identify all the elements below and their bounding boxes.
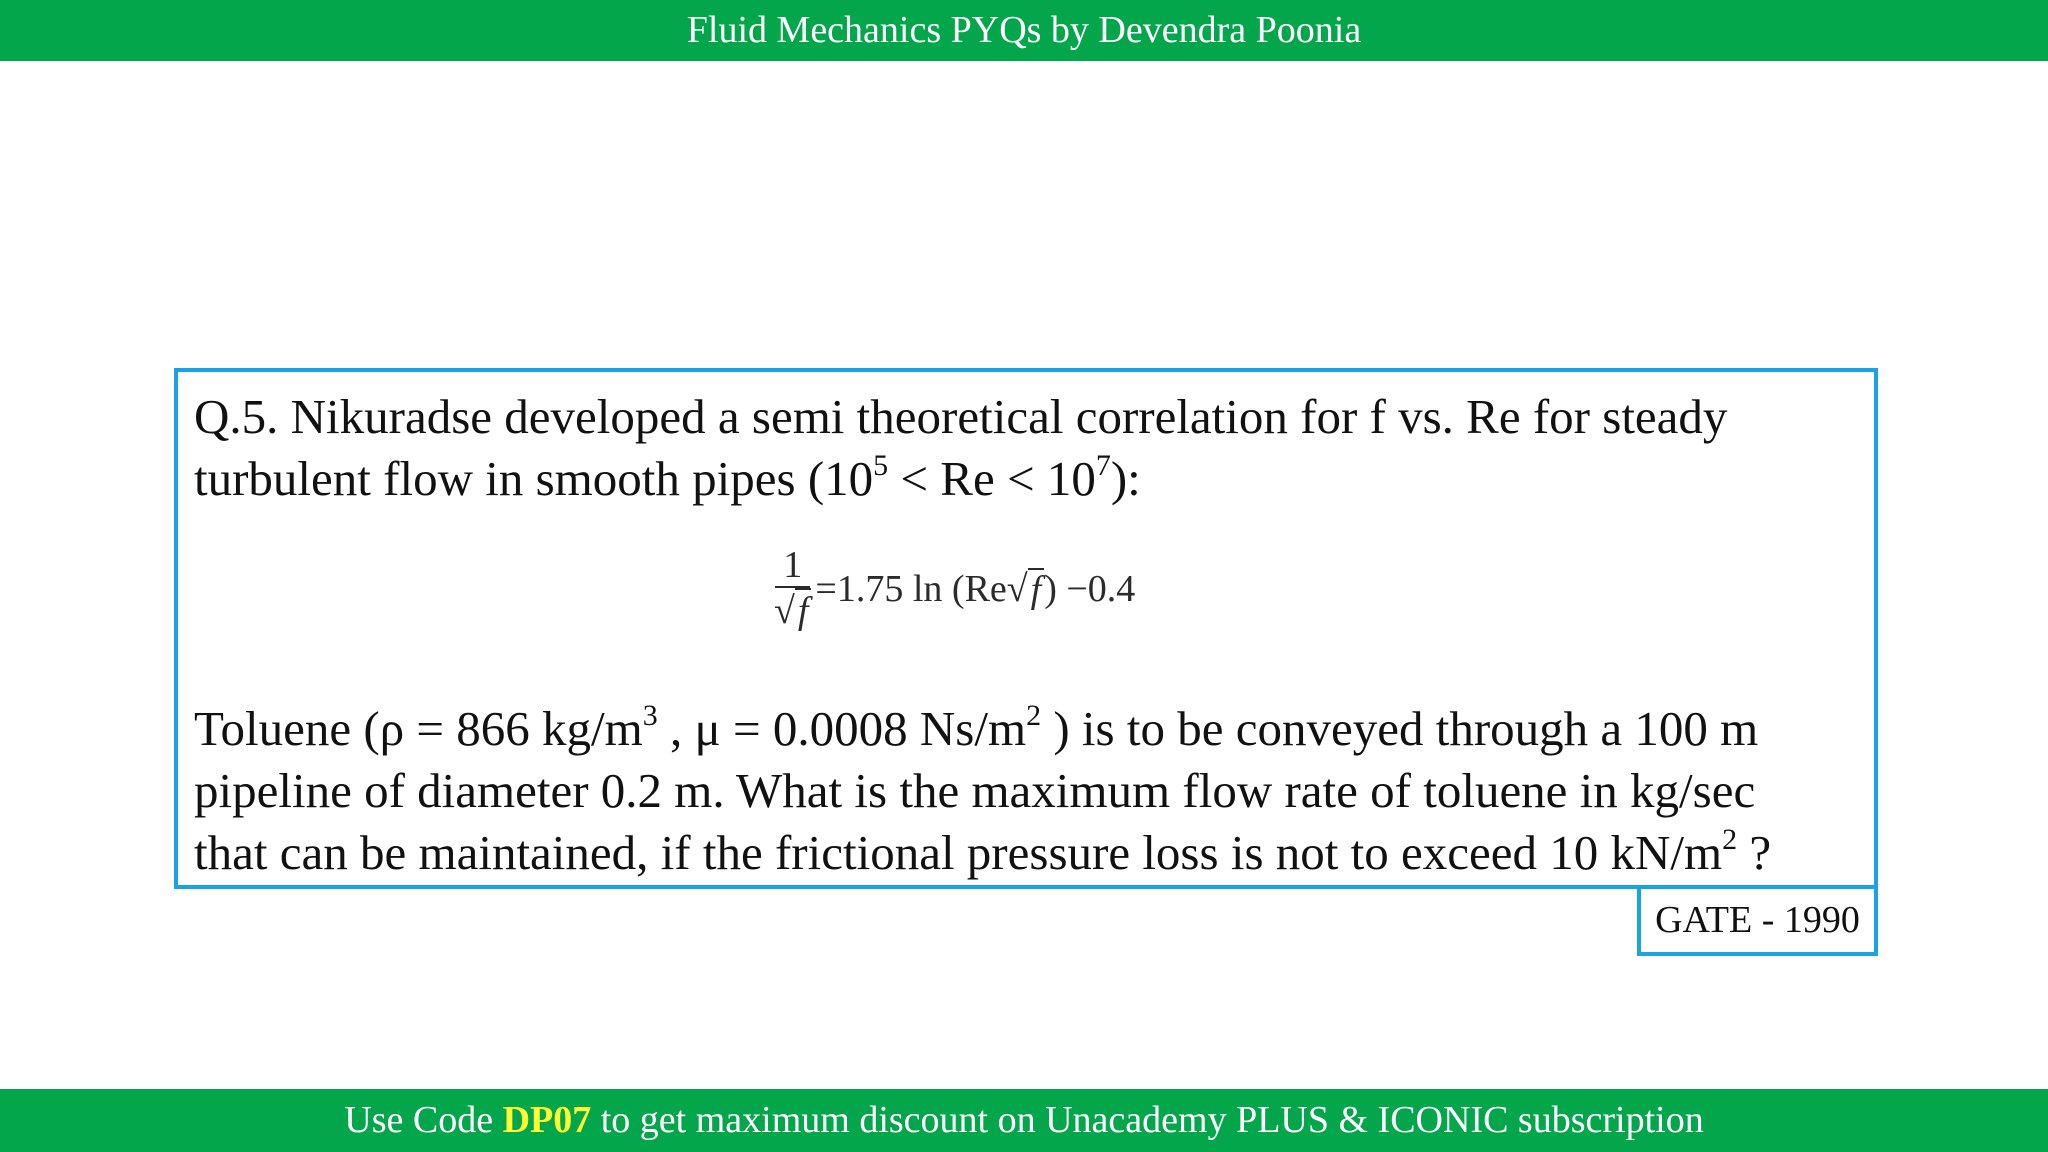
radicand: f [1028,568,1045,610]
superscript: 5 [873,449,889,482]
equation-rhs-a: =1.75 ln (Re [815,568,1007,610]
nikuradse-equation [774,544,1135,634]
footer-bar [0,1089,2048,1152]
footer-text-a: Use Code [344,1099,503,1141]
exam-year-badge: GATE - 1990 [1637,889,1878,956]
text-segment: ) is to be conveyed through a 100 m [1041,701,1759,756]
text-segment: turbulent flow in smooth pipes (10 [194,451,874,506]
header-bar [0,0,2048,61]
text-segment: < Re < 10 [888,451,1096,506]
question-line-2 [194,448,1858,510]
problem-line-3 [194,822,1858,884]
header-title: Fluid Mechanics PYQs by Devendra Poonia [686,9,1362,51]
fraction-numerator: 1 [775,544,810,588]
sqrt-symbol: √ [1006,568,1028,610]
superscript: 3 [642,699,658,732]
problem-line-1 [194,698,1858,760]
text-segment: that can be maintained, if the frictional pressure loss is not to exceed 10 kN/m [194,825,1723,880]
question-line-1: Q.5. Nikuradse developed a semi theoretical correlation for f vs. Re for steady [194,389,1728,444]
sqrt-symbol: √ [774,590,795,632]
promo-code: DP07 [502,1099,592,1141]
superscript: 7 [1095,449,1111,482]
text-segment: , μ = 0.0008 Ns/m [657,701,1027,756]
footer-text-b: to get maximum discount on Unacademy PLUS & ICONIC subscription [591,1099,1704,1141]
formula-block [194,510,1858,698]
text-segment: Toluene (ρ = 866 kg/m [194,701,643,756]
text-segment: ? [1737,825,1772,880]
text-segment: ): [1110,451,1141,506]
superscript: 2 [1026,699,1042,732]
fraction-denominator [774,588,811,634]
radicand: f [795,588,812,632]
problem-line-2: pipeline of diameter 0.2 m. What is the maximum flow rate of toluene in kg/sec [194,763,1756,818]
superscript: 2 [1722,823,1738,856]
equation-rhs-b: ) −0.4 [1044,568,1136,610]
fraction [774,544,811,634]
question-box [174,368,1878,889]
